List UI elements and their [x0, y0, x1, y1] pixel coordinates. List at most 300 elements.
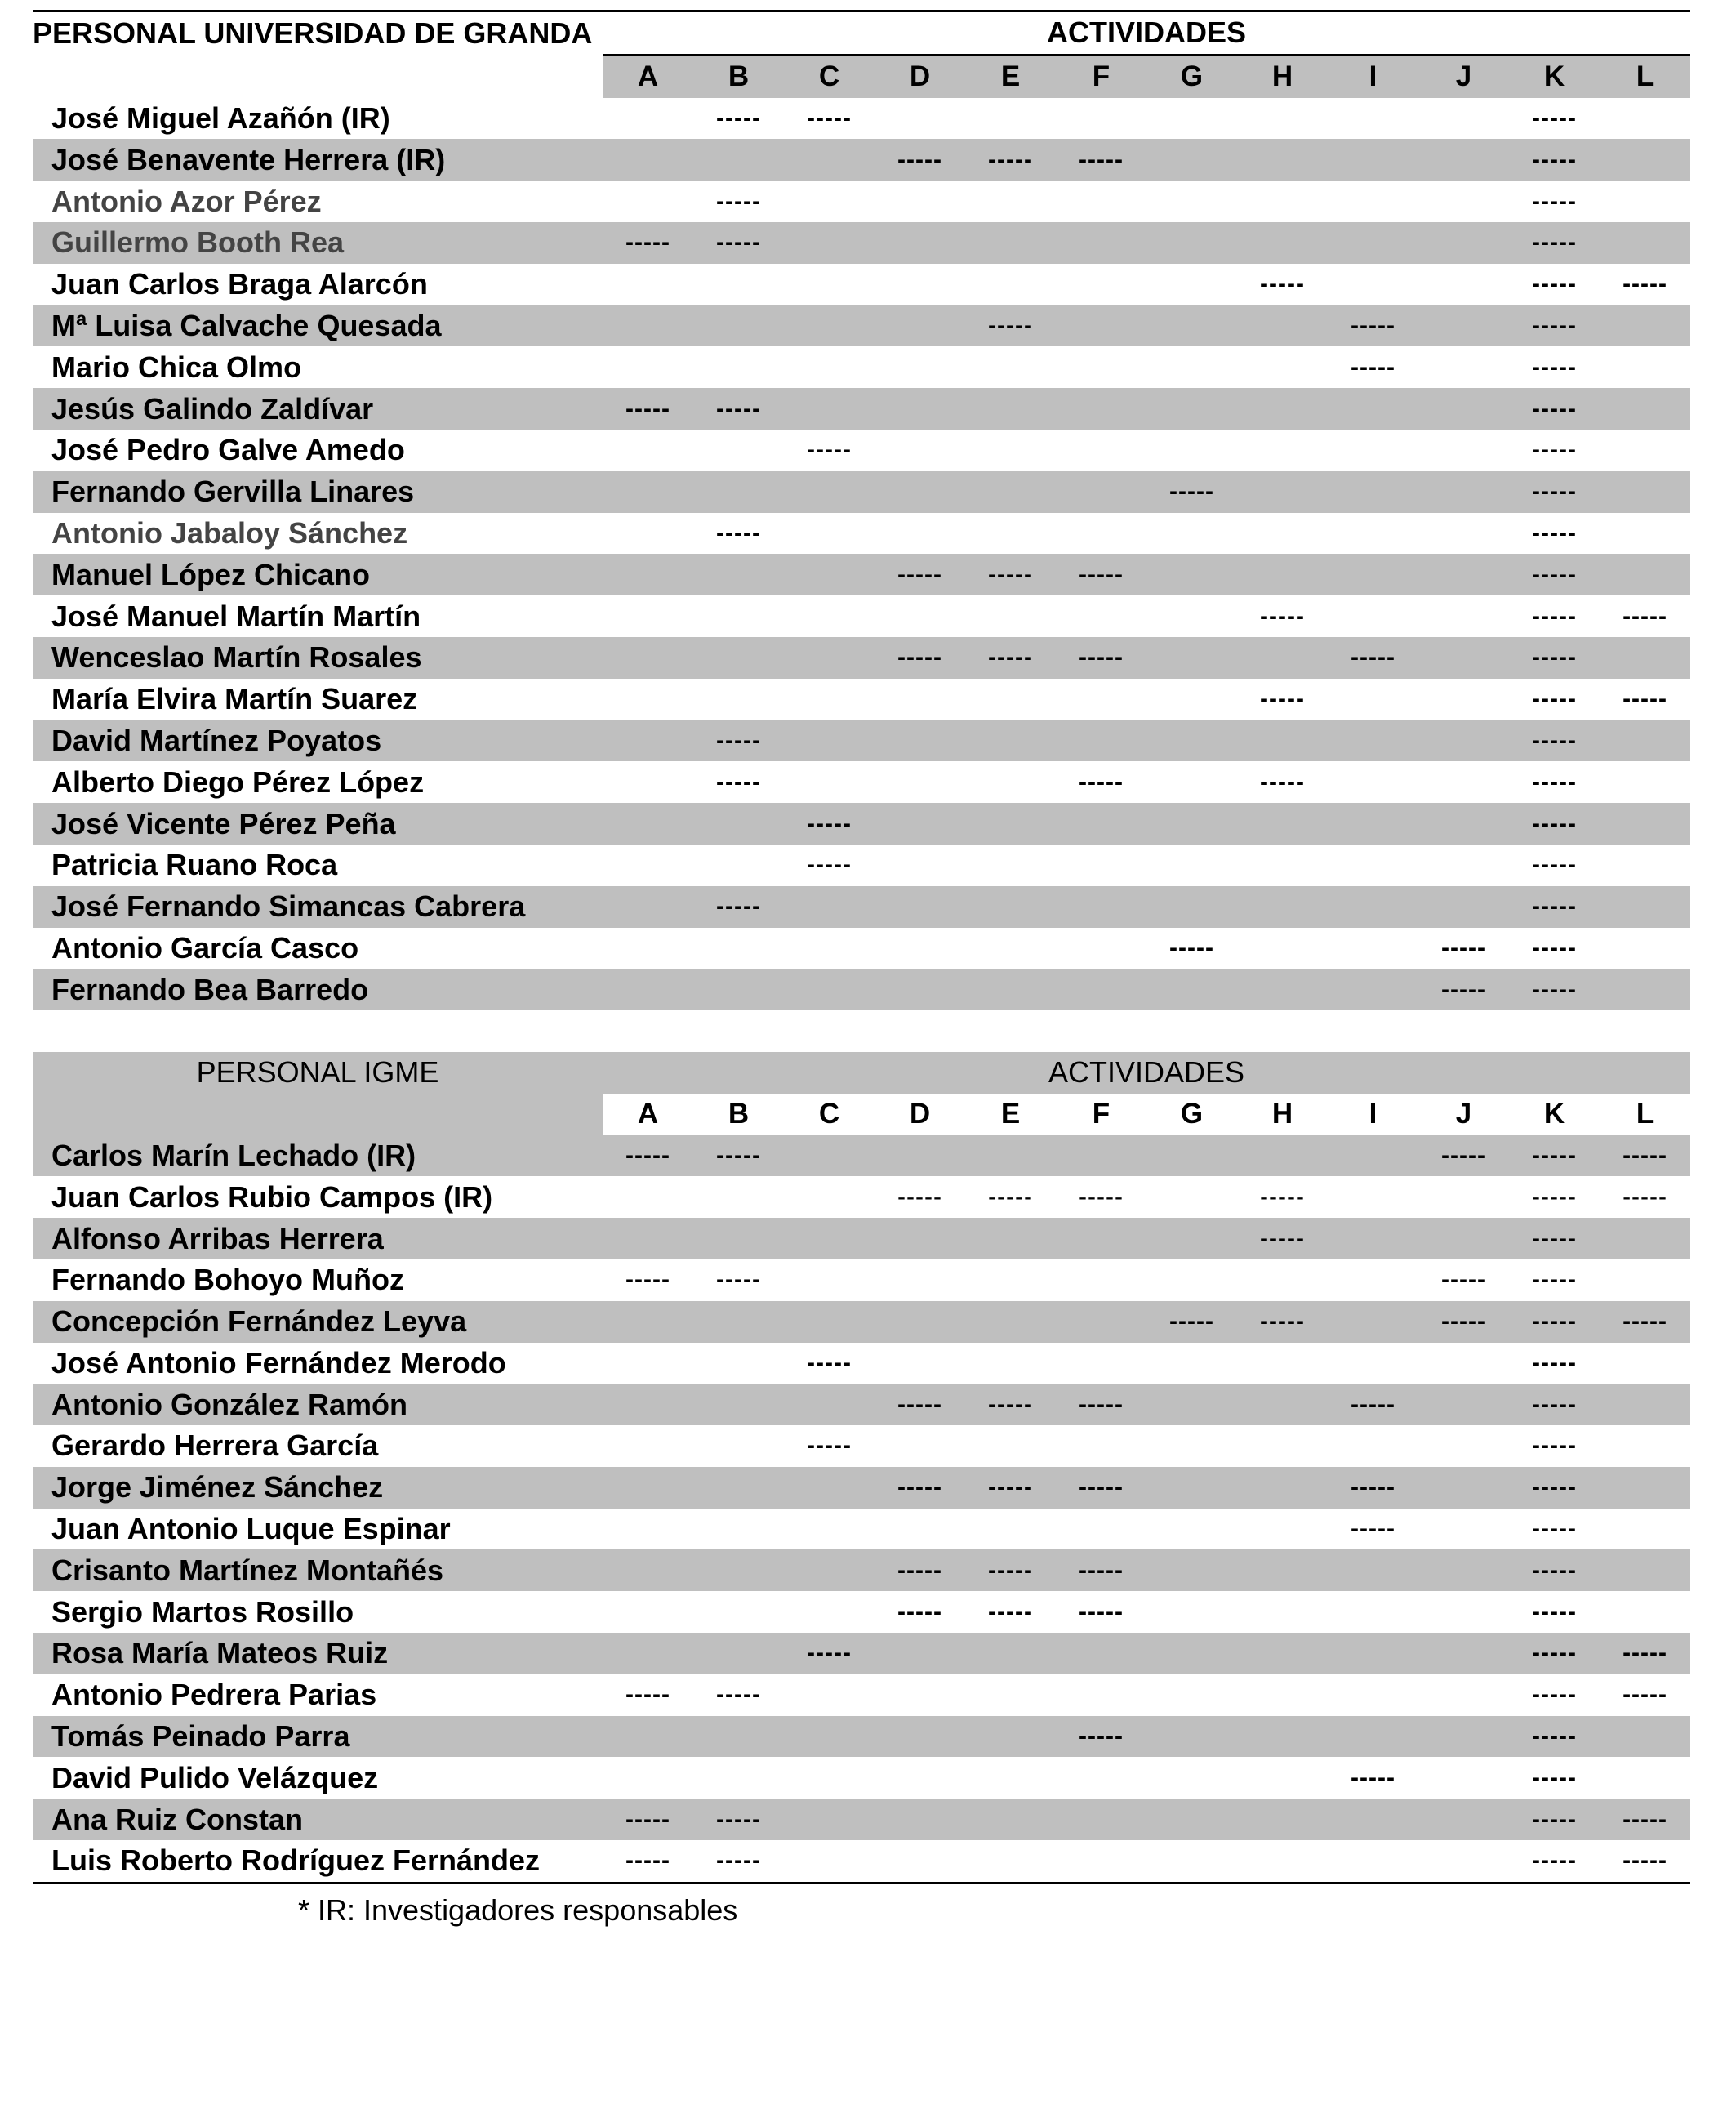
- column-header-d: D: [909, 1098, 931, 1130]
- activity-mark-k: -----: [1509, 388, 1600, 430]
- person-name: José Vicente Pérez Peña: [33, 803, 603, 845]
- activity-mark-c: [784, 720, 875, 762]
- activity-mark-g: [1146, 1509, 1237, 1550]
- activity-mark-f: [1056, 1218, 1146, 1259]
- activity-mark-k: -----: [1509, 1467, 1600, 1509]
- activity-mark-f: -----: [1056, 1549, 1146, 1591]
- activity-mark-j: [1418, 1176, 1509, 1218]
- activity-mark-f: [1056, 513, 1146, 555]
- activity-mark-h: [1237, 346, 1328, 388]
- activity-mark-b: [693, 803, 784, 845]
- activity-mark-e: [965, 388, 1056, 430]
- activity-mark-j: [1418, 430, 1509, 471]
- activity-mark-j: [1418, 1799, 1509, 1840]
- activity-mark-g: [1146, 1467, 1237, 1509]
- activity-mark-b: [693, 305, 784, 347]
- column-header-l: L: [1636, 1098, 1654, 1130]
- activity-mark-g: [1146, 305, 1237, 347]
- activity-mark-g: [1146, 761, 1237, 803]
- activity-mark-i: [1328, 679, 1418, 720]
- table-row: [33, 305, 1690, 347]
- activity-mark-h: [1237, 1509, 1328, 1550]
- activity-mark-h: [1237, 886, 1328, 928]
- activity-mark-e: [965, 1674, 1056, 1716]
- activity-mark-a: [603, 1467, 693, 1509]
- activity-mark-j: [1418, 1549, 1509, 1591]
- activity-mark-e: [965, 1135, 1056, 1177]
- activity-mark-i: [1328, 928, 1418, 970]
- column-header-j: J: [1418, 55, 1509, 97]
- activity-mark-k: -----: [1532, 270, 1577, 298]
- activity-mark-f: -----: [1056, 1467, 1146, 1509]
- activity-mark-l: [1600, 98, 1690, 140]
- column-header-l: L: [1600, 55, 1690, 97]
- activity-mark-d: [875, 1633, 965, 1674]
- activity-mark-f: [1056, 346, 1146, 388]
- activity-mark-i: -----: [1351, 353, 1395, 381]
- activity-mark-d: -----: [875, 1384, 965, 1425]
- activity-mark-i: [1328, 181, 1418, 222]
- activity-mark-l: [1600, 554, 1690, 595]
- activity-mark-g: [1146, 637, 1237, 679]
- activity-mark-l: [1600, 1467, 1690, 1509]
- activity-mark-l: [1600, 388, 1690, 430]
- table-row: [33, 1674, 1690, 1716]
- activity-mark-i: [1328, 1674, 1418, 1716]
- activity-mark-d: -----: [897, 1183, 942, 1210]
- table-row: [33, 471, 1690, 513]
- activity-mark-f: [1056, 222, 1146, 264]
- activity-mark-l: -----: [1622, 685, 1668, 713]
- activity-mark-f: -----: [1079, 768, 1124, 796]
- activity-mark-d: [875, 803, 965, 845]
- activity-mark-h: -----: [1237, 1218, 1328, 1259]
- activity-mark-j: -----: [1441, 1266, 1486, 1294]
- column-header-j: J: [1455, 1098, 1472, 1130]
- activity-mark-f: [1056, 181, 1146, 222]
- activity-mark-b: -----: [693, 1840, 784, 1883]
- spacer-cell: [33, 1010, 1690, 1052]
- table-row: [33, 720, 1690, 762]
- activity-mark-i: [1328, 264, 1418, 305]
- activity-mark-e: -----: [965, 1384, 1056, 1425]
- activity-mark-i: [1328, 1799, 1418, 1840]
- activity-mark-a: [603, 720, 693, 762]
- column-header-c: C: [818, 1098, 840, 1130]
- table-row: [33, 886, 1690, 928]
- activity-mark-k: -----: [1532, 1681, 1577, 1709]
- activity-mark-e: [965, 1301, 1056, 1343]
- activity-mark-c: [784, 761, 875, 803]
- activity-mark-c: [784, 181, 875, 222]
- activity-mark-g: [1146, 264, 1237, 305]
- table-row: [33, 1716, 1690, 1758]
- activity-mark-d: [875, 720, 965, 762]
- table-row: [33, 1218, 1690, 1259]
- activity-mark-k: -----: [1532, 685, 1577, 713]
- person-name: Tomás Peinado Parra: [33, 1716, 603, 1758]
- activity-mark-b: -----: [693, 1135, 784, 1177]
- table-row: [33, 430, 1690, 471]
- activity-mark-i: -----: [1351, 1763, 1395, 1791]
- table-row: [33, 1425, 1690, 1467]
- activity-mark-e: [965, 471, 1056, 513]
- activity-mark-e: -----: [988, 1598, 1033, 1625]
- activity-mark-l: [1600, 430, 1690, 471]
- activity-mark-a: -----: [603, 222, 693, 264]
- activity-mark-l: [1600, 139, 1690, 181]
- section-title: PERSONAL UNIVERSIDAD DE GRANDA: [33, 11, 603, 56]
- activity-mark-k: -----: [1509, 886, 1600, 928]
- column-header-k: K: [1509, 55, 1600, 97]
- person-name: Ana Ruiz Constan: [33, 1799, 603, 1840]
- activity-mark-i: [1328, 1343, 1418, 1384]
- activity-mark-d: [875, 1674, 965, 1716]
- activity-mark-c: [784, 1467, 875, 1509]
- activity-mark-f: [1056, 969, 1146, 1010]
- activity-mark-b: [693, 1218, 784, 1259]
- activity-mark-l: [1600, 886, 1690, 928]
- table-row: [33, 1840, 1690, 1883]
- activity-mark-f: -----: [1056, 554, 1146, 595]
- activity-mark-j: [1418, 346, 1509, 388]
- activity-mark-h: [1237, 1674, 1328, 1716]
- activity-mark-k: -----: [1509, 803, 1600, 845]
- activity-mark-c: [784, 969, 875, 1010]
- table-row: [33, 181, 1690, 222]
- activity-mark-b: [693, 1633, 784, 1674]
- activity-mark-f: [1056, 388, 1146, 430]
- activity-mark-f: -----: [1056, 1384, 1146, 1425]
- activity-mark-f: [1056, 1425, 1146, 1467]
- activity-mark-a: [603, 637, 693, 679]
- activity-mark-d: [875, 1301, 965, 1343]
- activity-mark-f: -----: [1056, 637, 1146, 679]
- activity-mark-i: -----: [1328, 1467, 1418, 1509]
- activity-mark-b: -----: [716, 1681, 761, 1709]
- activity-mark-i: [1328, 886, 1418, 928]
- activity-mark-a: [603, 1425, 693, 1467]
- activity-mark-c: [784, 222, 875, 264]
- activity-mark-l: [1600, 720, 1690, 762]
- activities-label: ACTIVIDADES: [603, 1052, 1690, 1094]
- activity-mark-d: [875, 1757, 965, 1799]
- activity-mark-i: [1328, 1840, 1418, 1883]
- activity-mark-i: [1328, 845, 1418, 886]
- activity-mark-h: [1237, 1425, 1328, 1467]
- activity-mark-e: [965, 1509, 1056, 1550]
- footnote: * IR: Investigadores responsables: [298, 1893, 738, 1927]
- person-name: Wenceslao Martín Rosales: [33, 637, 603, 679]
- column-header-a: A: [603, 55, 693, 97]
- activity-mark-j: [1418, 1757, 1509, 1799]
- activity-mark-k: -----: [1532, 1183, 1577, 1210]
- table-row: [33, 98, 1690, 140]
- table-row: [33, 139, 1690, 181]
- activity-mark-g: [1146, 720, 1237, 762]
- activity-mark-f: [1056, 886, 1146, 928]
- activity-mark-k: -----: [1509, 554, 1600, 595]
- activity-mark-i: [1328, 803, 1418, 845]
- column-header-b: B: [693, 55, 784, 97]
- activity-mark-g: [1146, 886, 1237, 928]
- activity-mark-e: [965, 1757, 1056, 1799]
- activity-mark-c: [784, 637, 875, 679]
- activity-mark-k: -----: [1509, 637, 1600, 679]
- activity-mark-f: [1056, 803, 1146, 845]
- activity-mark-h: [1237, 969, 1328, 1010]
- activity-mark-b: -----: [693, 886, 784, 928]
- personnel-activities-table: [33, 10, 1690, 1884]
- table-row: [33, 761, 1690, 803]
- table-row: [33, 388, 1690, 430]
- activity-mark-a: -----: [625, 1681, 670, 1709]
- table-row: [33, 1384, 1690, 1425]
- column-header-e: E: [965, 55, 1056, 97]
- activity-mark-d: [875, 969, 965, 1010]
- person-name: José Manuel Martín Martín: [51, 599, 421, 633]
- activity-mark-b: -----: [716, 519, 761, 546]
- activity-mark-i: [1328, 595, 1418, 637]
- activity-mark-j: [1418, 513, 1509, 555]
- activity-mark-k: -----: [1509, 1301, 1600, 1343]
- activity-mark-b: [693, 969, 784, 1010]
- activity-mark-a: [603, 346, 693, 388]
- activity-mark-d: -----: [875, 637, 965, 679]
- column-letters-row: [33, 55, 1690, 97]
- activity-mark-j: [1418, 139, 1509, 181]
- activity-mark-d: [875, 1509, 965, 1550]
- activity-mark-a: [603, 845, 693, 886]
- activity-mark-l: [1600, 1343, 1690, 1384]
- activity-mark-i: [1328, 1425, 1418, 1467]
- activity-mark-j: [1418, 1467, 1509, 1509]
- activity-mark-d: [875, 1343, 965, 1384]
- table-row: [33, 1591, 1690, 1633]
- activity-mark-e: [965, 1218, 1056, 1259]
- activity-mark-g: [1146, 1425, 1237, 1467]
- table-row: [33, 222, 1690, 264]
- activity-mark-c: [784, 1757, 875, 1799]
- activity-mark-h: [1237, 1591, 1328, 1633]
- activity-mark-d: [875, 98, 965, 140]
- table-row: [33, 1135, 1690, 1177]
- person-name: Sergio Martos Rosillo: [51, 1594, 354, 1629]
- activity-mark-l: [1600, 969, 1690, 1010]
- activity-mark-f: [1056, 471, 1146, 513]
- activity-mark-c: [784, 1674, 875, 1716]
- activity-mark-h: [1237, 1757, 1328, 1799]
- activity-mark-e: [965, 98, 1056, 140]
- activity-mark-j: [1418, 1840, 1509, 1883]
- activity-mark-a: -----: [603, 388, 693, 430]
- activity-mark-j: [1418, 637, 1509, 679]
- activity-mark-b: [693, 1425, 784, 1467]
- activity-mark-d: [875, 595, 965, 637]
- activity-mark-j: -----: [1418, 969, 1509, 1010]
- activity-mark-b: [693, 845, 784, 886]
- activity-mark-g: [1146, 554, 1237, 595]
- person-name: Fernando Bohoyo Muñoz: [51, 1263, 404, 1297]
- activity-mark-e: [965, 346, 1056, 388]
- activity-mark-j: [1418, 1425, 1509, 1467]
- activity-mark-i: [1328, 430, 1418, 471]
- activity-mark-f: [1056, 430, 1146, 471]
- activity-mark-g: [1146, 595, 1237, 637]
- activity-mark-d: [875, 928, 965, 970]
- activity-mark-l: [1600, 1549, 1690, 1591]
- activity-mark-a: [603, 1384, 693, 1425]
- person-name: Alberto Diego Pérez López: [51, 765, 425, 799]
- activity-mark-g: [1146, 1135, 1237, 1177]
- person-name: José Fernando Simancas Cabrera: [33, 886, 603, 928]
- person-name: Mª Luisa Calvache Quesada: [33, 305, 603, 347]
- activity-mark-c: [784, 305, 875, 347]
- activity-mark-a: [603, 1301, 693, 1343]
- activity-mark-h: [1237, 1343, 1328, 1384]
- activity-mark-e: [965, 264, 1056, 305]
- activity-mark-h: [1237, 1135, 1328, 1177]
- activity-mark-c: [784, 554, 875, 595]
- table-row: [33, 1549, 1690, 1591]
- activity-mark-h: [1237, 845, 1328, 886]
- activity-mark-j: [1418, 595, 1509, 637]
- activity-mark-b: [693, 1757, 784, 1799]
- activity-mark-b: [693, 554, 784, 595]
- table-row: [33, 1799, 1690, 1840]
- activity-mark-c: [784, 264, 875, 305]
- activity-mark-d: [875, 222, 965, 264]
- activity-mark-e: [965, 761, 1056, 803]
- activity-mark-g: [1146, 430, 1237, 471]
- activity-mark-b: [693, 1301, 784, 1343]
- activity-mark-e: [965, 430, 1056, 471]
- activities-document: [33, 10, 1690, 1884]
- activity-mark-l: [1600, 222, 1690, 264]
- activity-mark-k: -----: [1509, 1799, 1600, 1840]
- table-row: [33, 1176, 1690, 1218]
- activity-mark-c: [784, 1218, 875, 1259]
- activity-mark-i: [1328, 98, 1418, 140]
- activity-mark-i: -----: [1351, 1515, 1395, 1543]
- activity-mark-c: [784, 139, 875, 181]
- activity-mark-d: [875, 1716, 965, 1758]
- activity-mark-l: -----: [1622, 270, 1668, 298]
- activity-mark-b: -----: [716, 1266, 761, 1294]
- activity-mark-c: -----: [807, 104, 852, 132]
- activity-mark-a: [603, 181, 693, 222]
- activity-mark-j: [1418, 803, 1509, 845]
- activity-mark-e: [965, 222, 1056, 264]
- activity-mark-j: [1418, 305, 1509, 347]
- activity-mark-f: [1056, 1301, 1146, 1343]
- column-letters-row: [33, 1094, 1690, 1135]
- person-name: Crisanto Martínez Montañés: [33, 1549, 603, 1591]
- activity-mark-k: -----: [1532, 353, 1577, 381]
- activity-mark-i: [1328, 1716, 1418, 1758]
- activity-mark-h: [1237, 181, 1328, 222]
- activity-mark-i: [1328, 1176, 1418, 1218]
- activity-mark-g: -----: [1146, 1301, 1237, 1343]
- activity-mark-d: [875, 1799, 965, 1840]
- activity-mark-b: -----: [716, 104, 761, 132]
- activity-mark-b: [693, 346, 784, 388]
- activity-mark-g: [1146, 1799, 1237, 1840]
- activity-mark-l: [1600, 513, 1690, 555]
- table-row: [33, 969, 1690, 1010]
- person-name: Antonio García Casco: [51, 930, 359, 965]
- activity-mark-d: [875, 1135, 965, 1177]
- activity-mark-b: [693, 139, 784, 181]
- activity-mark-a: [603, 513, 693, 555]
- person-name: Antonio Jabaloy Sánchez: [51, 515, 408, 550]
- activity-mark-g: [1146, 1384, 1237, 1425]
- person-name: Concepción Fernández Leyva: [33, 1301, 603, 1343]
- activity-mark-k: -----: [1532, 602, 1577, 630]
- activity-mark-l: [1600, 803, 1690, 845]
- activity-mark-b: [693, 679, 784, 720]
- activity-mark-h: -----: [1260, 602, 1305, 630]
- column-header-g: G: [1180, 1098, 1204, 1130]
- activity-mark-j: [1418, 720, 1509, 762]
- activity-mark-a: [603, 1343, 693, 1384]
- column-header-h: H: [1237, 55, 1328, 97]
- activity-mark-d: [875, 761, 965, 803]
- activity-mark-l: -----: [1600, 1799, 1690, 1840]
- activity-mark-d: [875, 471, 965, 513]
- activity-mark-h: [1237, 471, 1328, 513]
- activity-mark-d: [875, 430, 965, 471]
- activity-mark-e: [965, 679, 1056, 720]
- activity-mark-c: [784, 1259, 875, 1301]
- person-name: Juan Carlos Rubio Campos (IR): [51, 1179, 493, 1214]
- activity-mark-l: [1600, 1716, 1690, 1758]
- activity-mark-f: -----: [1056, 1716, 1146, 1758]
- activity-mark-h: [1237, 720, 1328, 762]
- activity-mark-k: -----: [1532, 1266, 1577, 1294]
- activity-mark-l: [1600, 928, 1690, 970]
- column-header-h: H: [1271, 1098, 1293, 1130]
- activity-mark-g: [1146, 513, 1237, 555]
- activity-mark-a: [603, 886, 693, 928]
- section-header-row: [33, 11, 1690, 56]
- activity-mark-g: [1146, 679, 1237, 720]
- activity-mark-k: -----: [1509, 222, 1600, 264]
- person-name: Fernando Bea Barredo: [33, 969, 603, 1010]
- activity-mark-i: [1328, 139, 1418, 181]
- activity-mark-e: -----: [965, 637, 1056, 679]
- activity-mark-g: [1146, 1840, 1237, 1883]
- activity-mark-a: [603, 430, 693, 471]
- activity-mark-c: -----: [784, 1633, 875, 1674]
- activity-mark-l: [1600, 761, 1690, 803]
- activity-mark-h: [1237, 928, 1328, 970]
- activity-mark-l: [1600, 471, 1690, 513]
- activity-mark-e: [965, 1716, 1056, 1758]
- column-header-b: B: [728, 1098, 750, 1130]
- activity-mark-g: -----: [1169, 934, 1214, 961]
- activity-mark-h: [1237, 430, 1328, 471]
- column-header-a: A: [637, 1098, 659, 1130]
- activity-mark-a: [603, 98, 693, 140]
- activity-mark-l: [1600, 1218, 1690, 1259]
- activity-mark-d: [875, 1840, 965, 1883]
- activity-mark-c: -----: [807, 851, 852, 879]
- activity-mark-k: -----: [1509, 1549, 1600, 1591]
- activity-mark-c: -----: [807, 1432, 852, 1460]
- activity-mark-a: [603, 264, 693, 305]
- column-header-c: C: [784, 55, 875, 97]
